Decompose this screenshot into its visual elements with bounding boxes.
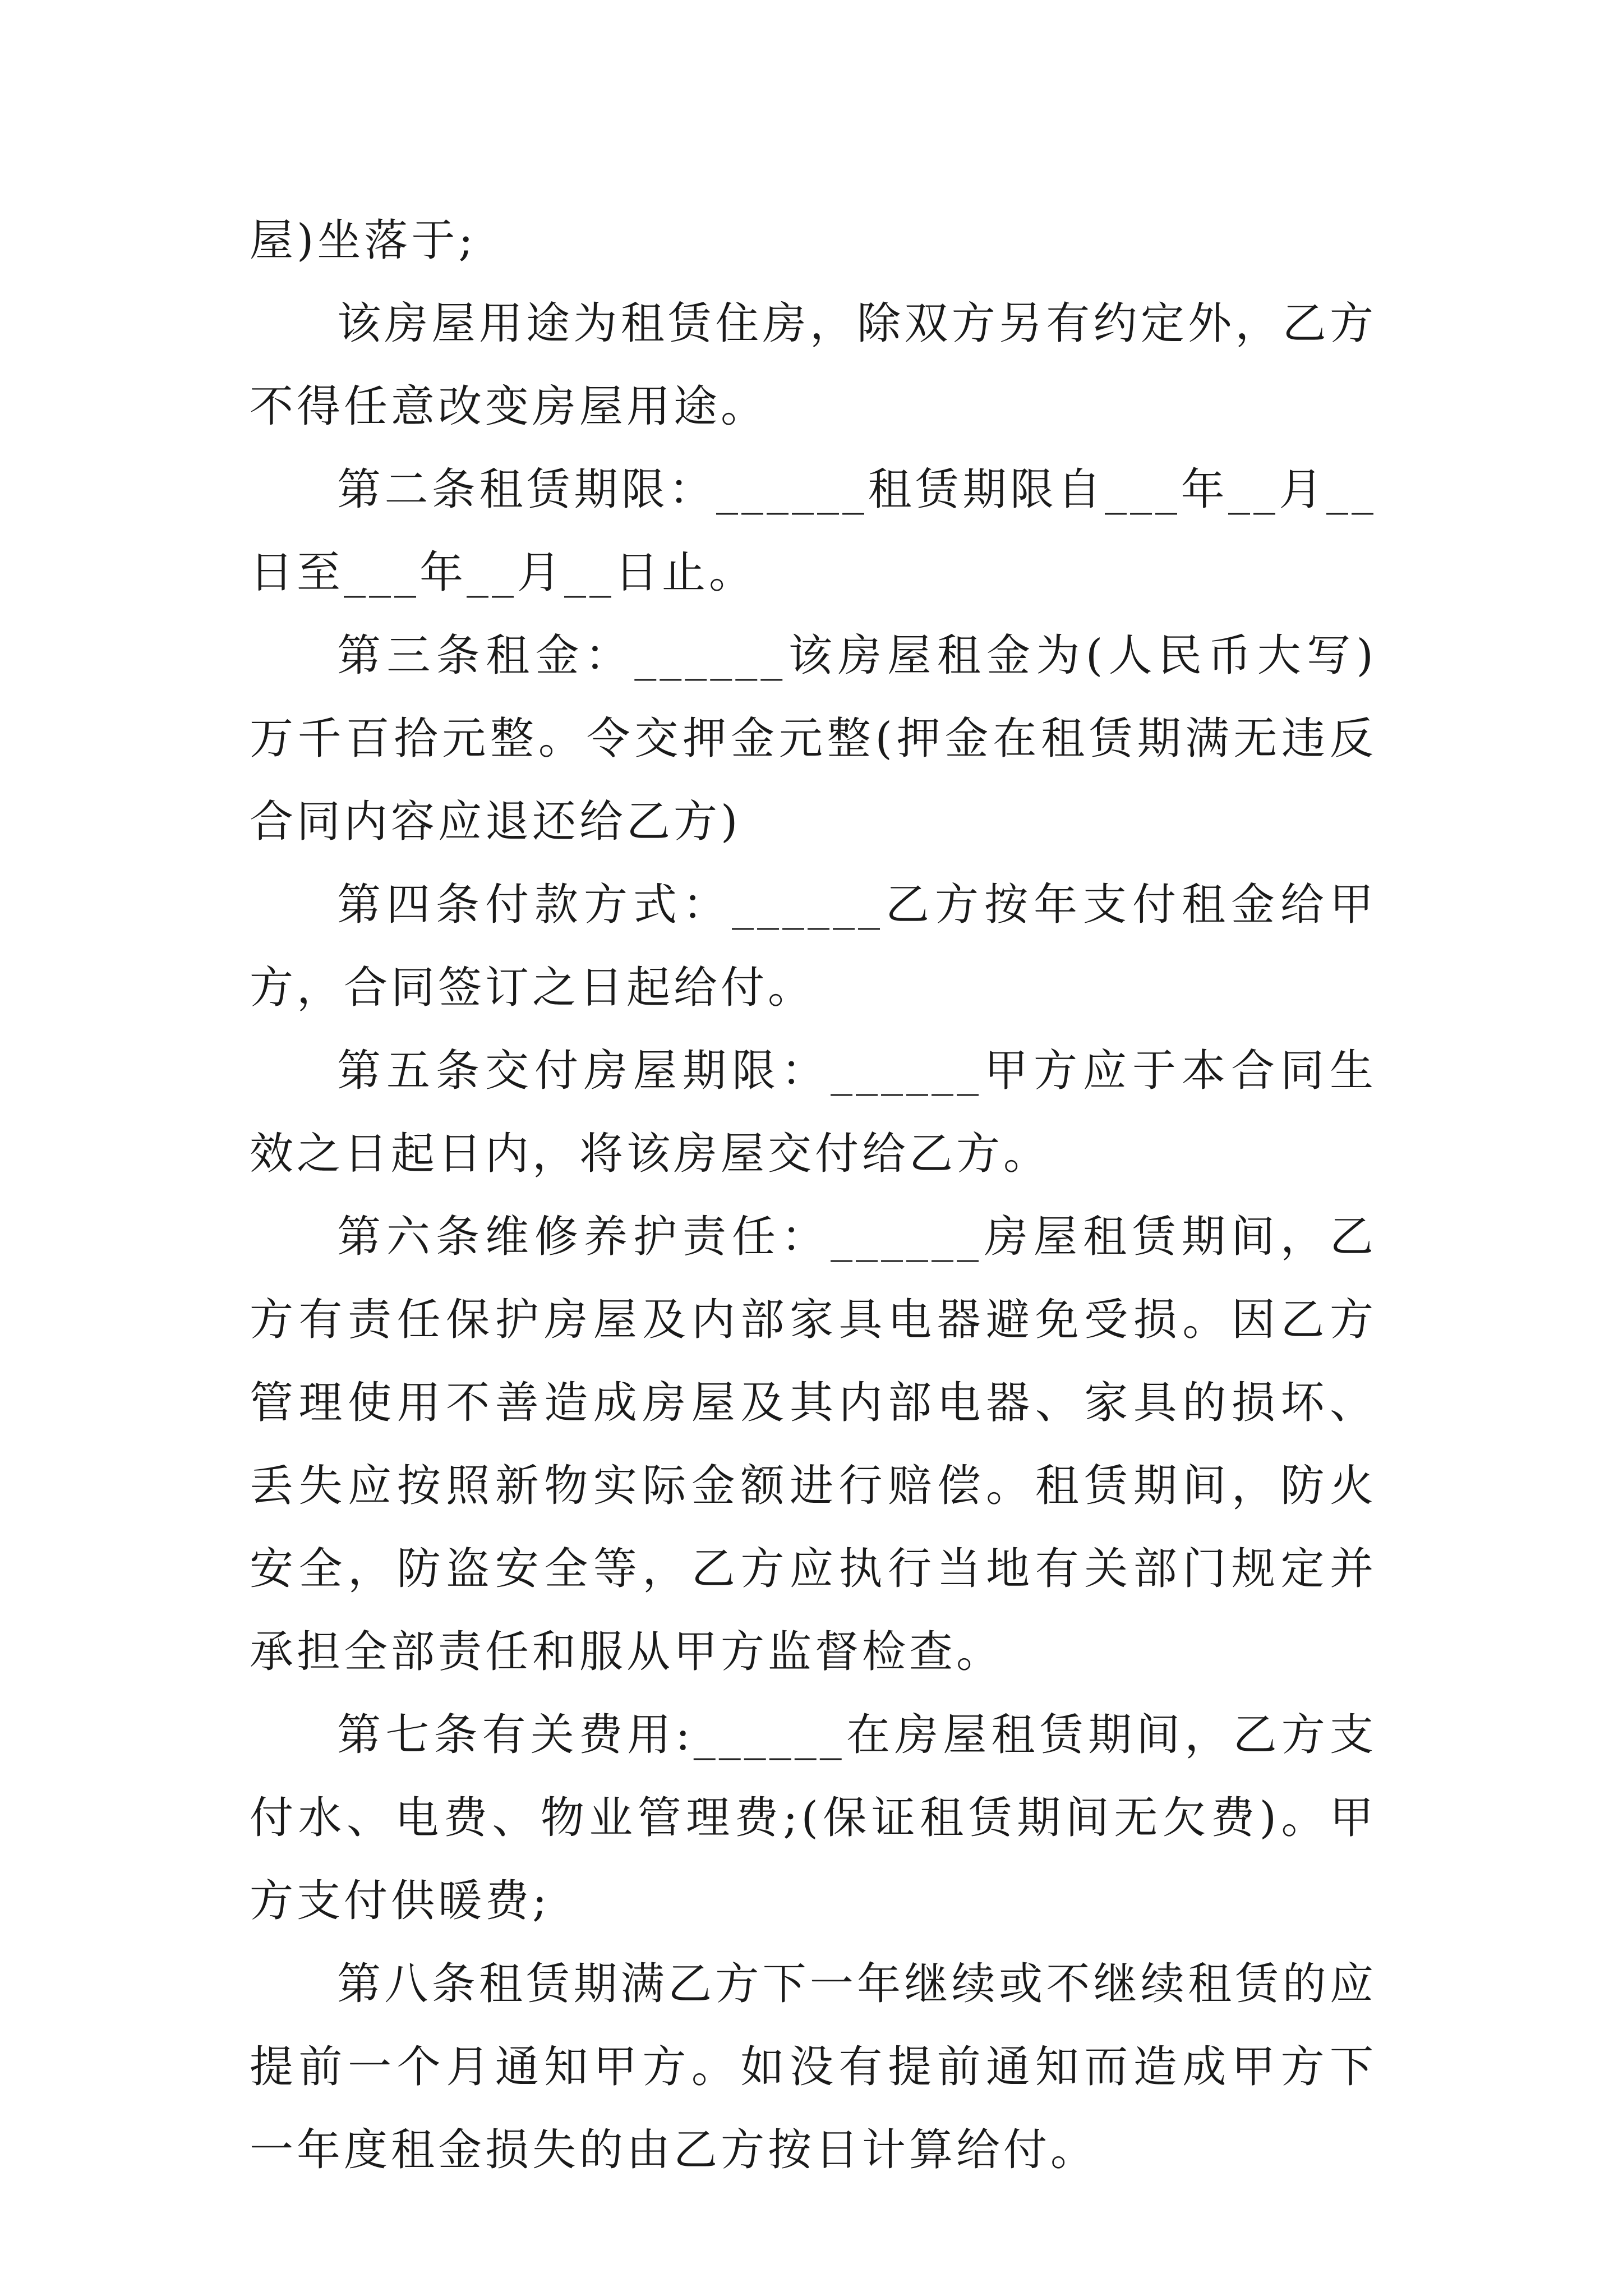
- paragraph-article-5-delivery: 第五条交付房屋期限：______甲方应于本合同生效之日起日内，将该房屋交付给乙方。: [250, 1046, 1377, 1179]
- paragraph-article-2-lease-term: 第二条租赁期限：______租赁期限自___年__月__日至___年__月__日止。: [250, 464, 1377, 598]
- paragraph-premises-use: 该房屋用途为租赁住房，除双方另有约定外，乙方不得任意改变房屋用途。: [250, 298, 1377, 432]
- paragraph-article-6-maintenance: 第六条维修养护责任：______房屋租赁期间，乙方有责任保护房屋及内部家具电器避免受损。因乙方管理使用不善造成房屋及其内部电器、家具的损坏、丢失应按照新物实际金额进行赔偿。租赁期间，防火安全，防盗安全等，乙方应执行当地有关部门规定并承担全部责任和服从甲方监督检查。: [250, 1212, 1377, 1677]
- paragraph-article-3-rent: 第三条租金：______该房屋租金为(人民币大写)万千百拾元整。令交押金元整(押金在租赁期满无违反合同内容应退还给乙方): [250, 631, 1377, 847]
- paragraph-article-7-fees: 第七条有关费用:______在房屋租赁期间，乙方支付水、电费、物业管理费;(保证租赁期间无欠费)。甲方支付供暖费;: [250, 1710, 1377, 1926]
- paragraph-article-4-payment: 第四条付款方式：______乙方按年支付租金给甲方，合同签订之日起给付。: [250, 880, 1377, 1013]
- contract-body: [250, 199, 1377, 2192]
- paragraph-premises-location: 屋)坐落于;: [250, 215, 477, 266]
- paragraph-article-8-renewal: 第八条租赁期满乙方下一年继续或不继续租赁的应提前一个月通知甲方。如没有提前通知而造成甲方下一年度租金损失的由乙方按日计算给付。: [250, 1959, 1377, 2175]
